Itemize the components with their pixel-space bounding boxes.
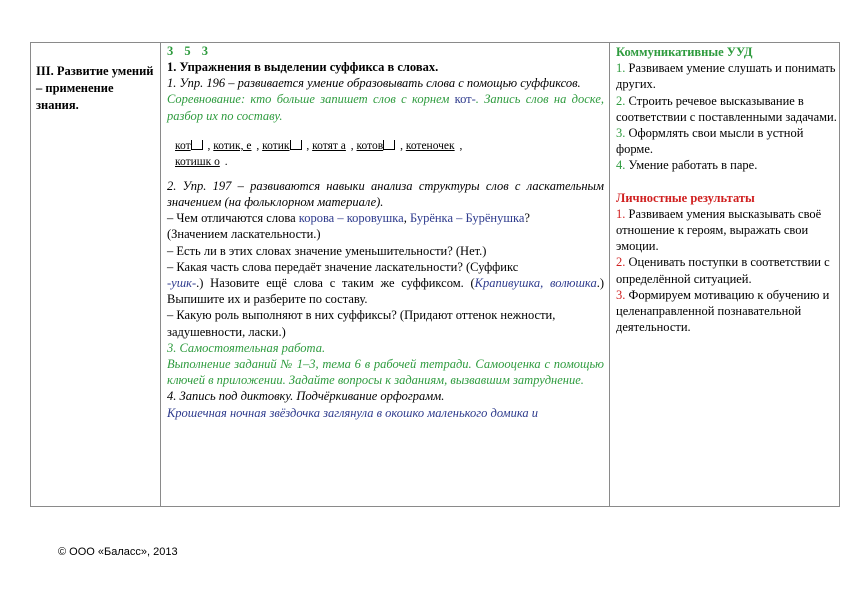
comm-item-1 bbox=[616, 60, 839, 92]
question-3 bbox=[167, 259, 604, 308]
dictation-title: 4. Запись под диктовку. Подчёркивание орфограмм. bbox=[167, 389, 445, 404]
q3-text-c: .) Выпишите их и разберите по составу. bbox=[167, 276, 605, 307]
morph-word-text: котик, е bbox=[213, 139, 252, 152]
q1-words-1: корова – коровушка bbox=[298, 211, 404, 226]
results-column bbox=[610, 43, 839, 506]
question-2: – Есть ли в этих словах значение уменьшительности? (Нет.) bbox=[167, 243, 487, 258]
q1-end: ? bbox=[524, 211, 530, 226]
question-1 bbox=[167, 210, 604, 226]
lesson-numbers: 3 5 3 bbox=[167, 44, 212, 58]
morph-word-3 bbox=[262, 138, 301, 154]
dictation-text: Крошечная ночная звёздочка заглянула в окошко маленького домика и bbox=[167, 405, 539, 420]
morph-word-4 bbox=[312, 138, 346, 154]
heading-exercises: 1. Упражнения в выделении суффикса в словах. bbox=[167, 60, 439, 74]
comm-text: Оформлять свои мысли в устной форме. bbox=[616, 126, 804, 157]
morph-word-1 bbox=[175, 138, 203, 154]
comm-num: 4. bbox=[616, 158, 626, 173]
comm-item-2 bbox=[616, 93, 839, 125]
morph-word-text: котишк о bbox=[175, 155, 220, 168]
morph-word-7 bbox=[175, 154, 220, 170]
question-4: – Какую роль выполняют в них суффиксы? (Придают оттенок нежности, задушевности, ласки.) bbox=[167, 308, 556, 339]
root-kot: кот- bbox=[454, 92, 476, 107]
morph-word-text: кот bbox=[175, 139, 191, 152]
self-work-text: Выполнение заданий № 1–3, тема 6 в рабочей тетради. Самооценка с помощью ключей в приложении. Задайте вопросы к заданиям, вызвавшим затруднение. bbox=[167, 357, 604, 388]
q1-words-2: Бурёнка – Бурёнушка bbox=[409, 211, 525, 226]
exercise-197: 2. Упр. 197 – развиваются навыки анализа структуры слов с ласкательным значением (на фольклорном материале). bbox=[167, 178, 604, 210]
comm-num: 3. bbox=[616, 126, 626, 141]
pers-text: Формируем мотивацию к обучению и целенаправленной познавательной деятельности. bbox=[616, 287, 830, 335]
content-column bbox=[161, 43, 610, 506]
answer-1: (Значением ласкательности.) bbox=[167, 227, 321, 242]
morphology-analysis: кот , котик, е , котик , котят а , котов , котеночек , котишк о . bbox=[175, 139, 463, 168]
comm-item-3 bbox=[616, 125, 839, 157]
comm-title: Коммуникативные УУД bbox=[616, 45, 753, 59]
q3-text-b: .) Назовите ещё слова с таким же суффиксом. ( bbox=[196, 276, 475, 291]
pers-num: 3. bbox=[616, 287, 626, 302]
pers-item-3 bbox=[616, 287, 839, 336]
competition-end: . Запись слов на доске, разбор их по составу. bbox=[167, 92, 604, 123]
pers-text: Оценивать поступки в соответствии с определённой ситуацией. bbox=[616, 255, 830, 286]
comm-num: 1. bbox=[616, 61, 626, 76]
morph-word-2 bbox=[213, 138, 251, 154]
comm-item-4 bbox=[616, 157, 839, 173]
q1-text: – Чем отличаются слова bbox=[167, 211, 299, 226]
morph-word-text: котик bbox=[262, 139, 290, 152]
pers-num: 2. bbox=[616, 255, 626, 270]
morph-word-5 bbox=[357, 138, 396, 154]
pers-text: Развиваем умения высказывать своё отношение к героям, выражать свои эмоции. bbox=[616, 206, 822, 254]
ending-box bbox=[383, 140, 395, 150]
morph-word-text: котов bbox=[356, 139, 384, 152]
morph-word-6 bbox=[406, 138, 455, 154]
competition-text bbox=[167, 91, 604, 123]
competition-start: Соревнование: кто больше запишет слов с корнем bbox=[167, 92, 455, 107]
q1-comma: , bbox=[403, 211, 410, 226]
copyright-footer: © ООО «Баласс», 2013 bbox=[58, 546, 178, 558]
comm-text: Умение работать в паре. bbox=[628, 158, 758, 173]
q3-text: – Какая часть слова передаёт значение ласкательности? (Суффикс bbox=[167, 259, 519, 274]
q3-words: Крапивушка, волюшка bbox=[474, 276, 597, 291]
pers-item-2 bbox=[616, 254, 839, 286]
q3-suffix: -ушк- bbox=[167, 276, 197, 291]
comm-text: Строить речевое высказывание в соответствии с поставленными задачами. bbox=[616, 93, 837, 124]
exercise-196: 1. Упр. 196 – развивается умение образовывать слова с помощью суффиксов. bbox=[167, 76, 581, 91]
morph-word-text: котят а bbox=[312, 139, 346, 152]
pers-num: 1. bbox=[616, 206, 626, 221]
ending-box bbox=[191, 140, 203, 150]
morph-word-text: котеночек bbox=[405, 139, 455, 152]
ending-box bbox=[290, 140, 302, 150]
comm-num: 2. bbox=[616, 93, 626, 108]
lesson-table bbox=[30, 42, 840, 507]
comm-text: Развиваем умение слушать и понимать других. bbox=[616, 61, 836, 92]
pers-title: Личностные результаты bbox=[616, 190, 755, 205]
stage-title: III. Развитие умений – применение знания. bbox=[36, 64, 154, 112]
stage-column bbox=[31, 43, 161, 506]
self-work-title: 3. Самостоятельная работа. bbox=[167, 340, 326, 355]
pers-item-1 bbox=[616, 206, 839, 255]
